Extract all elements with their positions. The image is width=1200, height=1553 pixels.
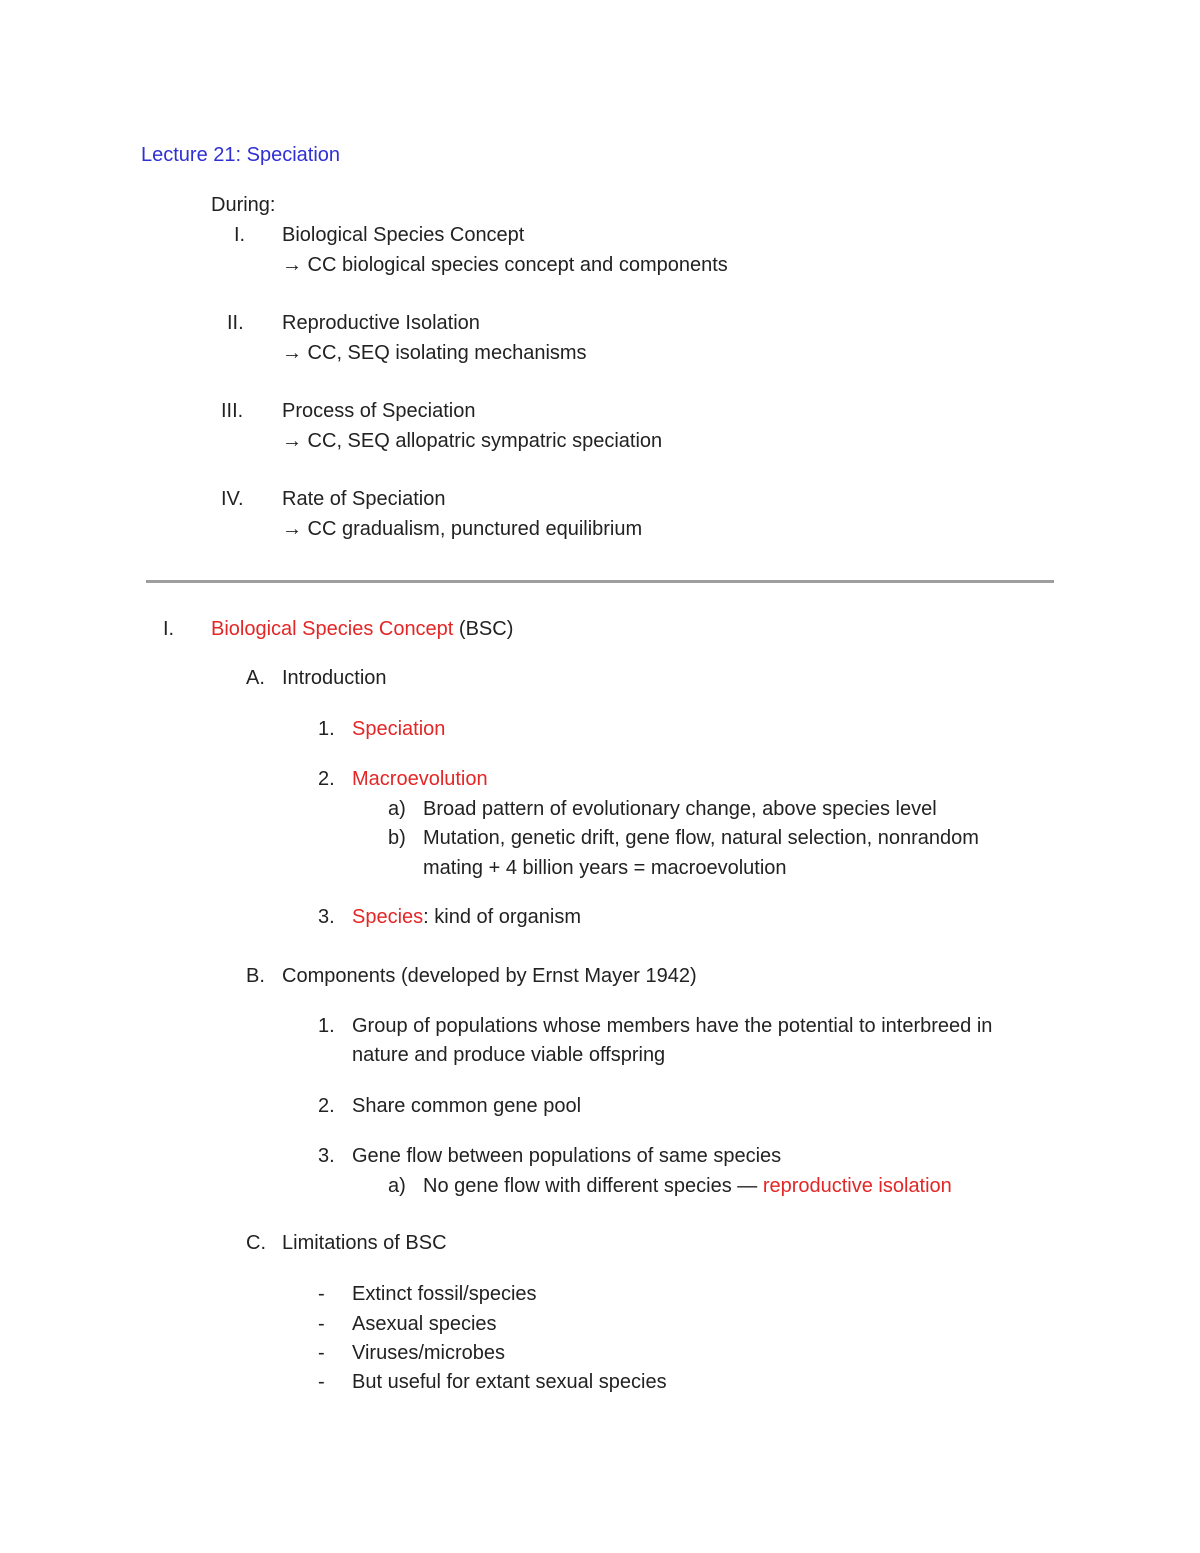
species-definition-text: : kind of organism	[423, 906, 582, 928]
list-number: 3.	[318, 906, 335, 928]
bullet-dash: -	[318, 1283, 325, 1305]
list-number: 1.	[318, 718, 335, 740]
list-number: 2.	[318, 768, 335, 790]
during-item-numeral: I.	[234, 224, 246, 246]
bullet-item: But useful for extant sexual species	[352, 1371, 667, 1393]
sub-item-text: Mutation, genetic drift, gene flow, natural selection, nonrandom	[423, 827, 979, 849]
section-title	[211, 617, 513, 641]
during-item-numeral: III.	[221, 400, 244, 422]
during-item-numeral: II.	[227, 312, 244, 334]
list-number: 2.	[318, 1095, 335, 1117]
during-item-detail: → CC, SEQ isolating mechanisms	[282, 342, 587, 364]
term-reproductive-isolation: reproductive isolation	[762, 1175, 952, 1197]
list-item-text: Gene flow between populations of same species	[352, 1145, 782, 1167]
subsection-title: Components (developed by Ernst Mayer 1942)	[282, 965, 697, 987]
subsection-title: Limitations of BSC	[282, 1232, 447, 1254]
during-item-heading: Reproductive Isolation	[282, 312, 480, 334]
term-macroevolution: Macroevolution	[352, 768, 488, 790]
section-title-suffix: (BSC)	[453, 618, 514, 640]
horizontal-divider	[146, 580, 1054, 583]
bullet-dash: -	[318, 1371, 325, 1393]
during-item-heading: Rate of Speciation	[282, 488, 446, 510]
term-speciation: Speciation	[352, 718, 446, 740]
list-item-text: Share common gene pool	[352, 1095, 582, 1117]
sub-letter: a)	[388, 1175, 406, 1197]
during-label: During:	[211, 194, 276, 216]
during-item-detail: → CC gradualism, punctured equilibrium	[282, 518, 643, 540]
list-item-text: Group of populations whose members have the potential to interbreed in	[352, 1015, 993, 1037]
bullet-dash: -	[318, 1313, 325, 1335]
page-title: Lecture 21: Speciation	[141, 144, 341, 166]
sub-letter: b)	[388, 827, 406, 849]
during-item-detail: → CC biological species concept and components	[282, 254, 728, 276]
sub-item-text: Broad pattern of evolutionary change, above species level	[423, 798, 937, 820]
section-numeral: I.	[163, 618, 175, 640]
sub-item-text-continued: mating + 4 billion years = macroevolution	[423, 857, 787, 879]
bullet-item: Asexual species	[352, 1313, 497, 1335]
subsection-letter: A.	[246, 667, 265, 689]
during-item-numeral: IV.	[221, 488, 244, 510]
during-item-heading: Biological Species Concept	[282, 224, 525, 246]
subsection-title: Introduction	[282, 667, 387, 689]
term-species: Species	[352, 906, 424, 928]
list-number: 1.	[318, 1015, 335, 1037]
subsection-letter: C.	[246, 1232, 266, 1254]
section-title-term: Biological Species Concept	[211, 618, 454, 640]
sub-item-text-plain: No gene flow with different species —	[423, 1175, 763, 1197]
bullet-item: Extinct fossil/species	[352, 1283, 537, 1305]
species-definition	[352, 905, 581, 929]
bullet-item: Viruses/microbes	[352, 1342, 506, 1364]
subsection-letter: B.	[246, 965, 265, 987]
during-item-detail: → CC, SEQ allopatric sympatric speciation	[282, 430, 663, 452]
list-item-text-continued: nature and produce viable offspring	[352, 1044, 666, 1066]
sub-letter: a)	[388, 798, 406, 820]
during-item-heading: Process of Speciation	[282, 400, 476, 422]
list-number: 3.	[318, 1145, 335, 1167]
bullet-dash: -	[318, 1342, 325, 1364]
sub-item-text	[423, 1174, 952, 1198]
